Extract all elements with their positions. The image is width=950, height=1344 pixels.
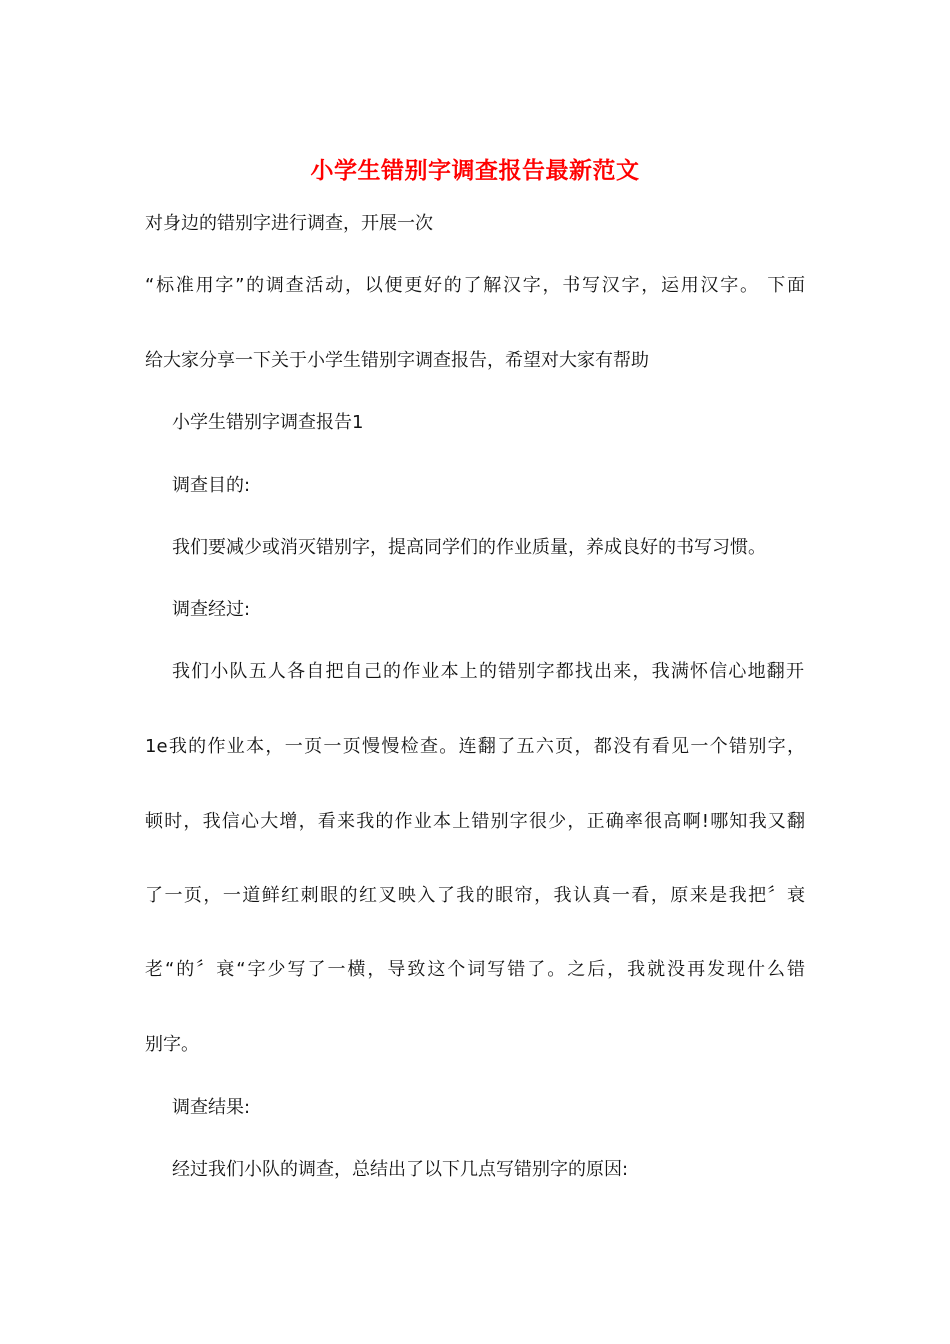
- paragraph-line: 了一页，一道鲜红刺眼的红叉映入了我的眼帘，我认真一看，原来是我把〞衰: [145, 885, 805, 906]
- paragraph-line: 我们要减少或消灭错别字，提高同学们的作业质量，养成良好的书写习惯。: [172, 537, 766, 558]
- paragraph-line: 对身边的错别字进行调查，开展一次: [145, 213, 433, 234]
- paragraph-line: 经过我们小队的调查，总结出了以下几点写错别字的原因:: [172, 1159, 629, 1180]
- paragraph-line: 1e我的作业本，一页一页慢慢检查。连翻了五六页，都没有看见一个错别字，: [145, 736, 805, 757]
- paragraph-line: 我们小队五人各自把自己的作业本上的错别字都找出来，我满怀信心地翻开: [172, 661, 804, 682]
- subheading: 调查结果:: [172, 1097, 251, 1118]
- subheading: 调查目的:: [172, 475, 251, 496]
- paragraph-line: 顿时，我信心大增，看来我的作业本上错别字很少，正确率很高啊!哪知我又翻: [145, 811, 805, 832]
- section-heading: 小学生错别字调查报告1: [172, 412, 364, 433]
- document-title: 小学生错别字调查报告最新范文: [310, 157, 640, 184]
- paragraph-line: 别字。: [145, 1034, 199, 1055]
- paragraph-line: 老“的〞衰“字少写了一横，导致这个词写错了。之后，我就没再发现什么错: [145, 959, 805, 980]
- subheading: 调查经过:: [172, 599, 251, 620]
- paragraph-line: “标准用字”的调查活动，以便更好的了解汉字，书写汉字，运用汉字。 下面: [145, 275, 805, 296]
- paragraph-line: 给大家分享一下关于小学生错别字调查报告，希望对大家有帮助: [145, 350, 649, 371]
